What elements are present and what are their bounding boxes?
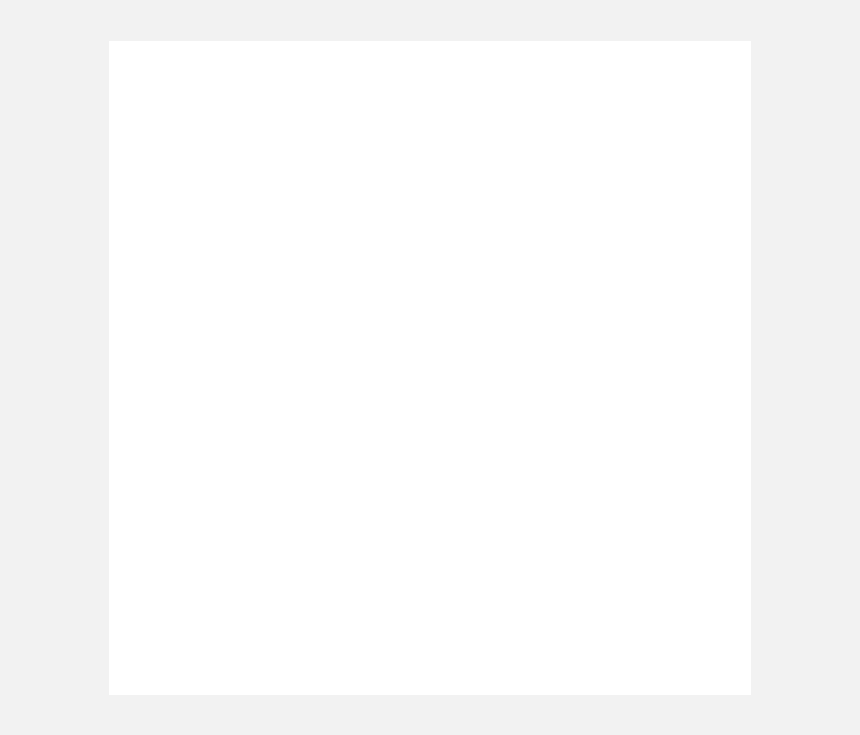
- ornamental-border-left: [146, 79, 184, 695]
- ornamental-border-top: [153, 79, 707, 115]
- ornamental-border-right: [667, 101, 709, 695]
- text-frame: [184, 115, 667, 695]
- document-page: [109, 41, 751, 695]
